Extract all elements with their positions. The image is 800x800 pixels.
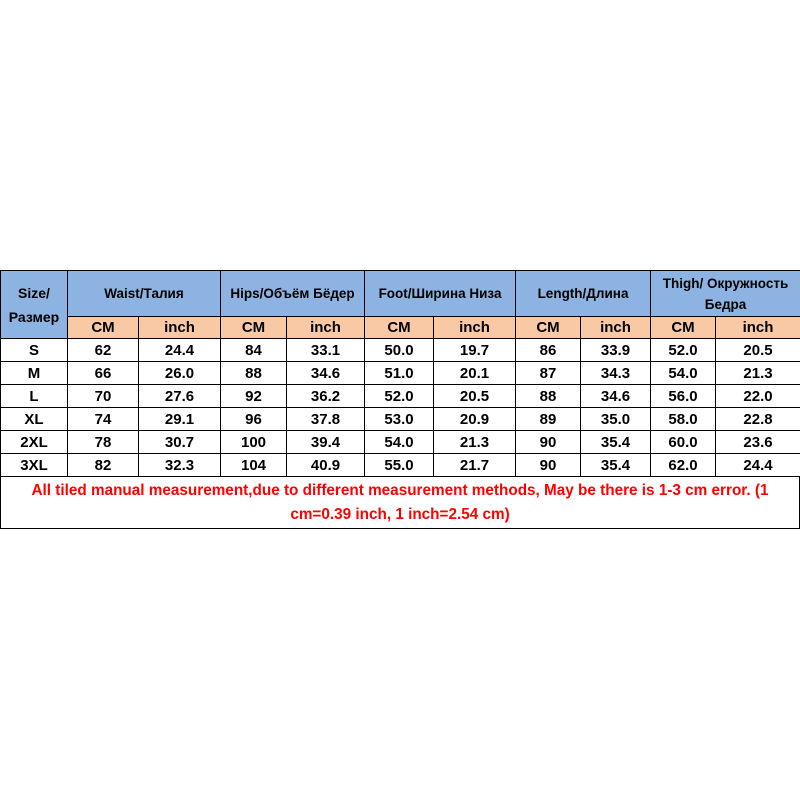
measurement-cell: 21.7 xyxy=(434,454,516,477)
unit-header-cell: inch xyxy=(287,317,365,339)
measurement-cell: 22.0 xyxy=(716,385,800,408)
measurement-cell: 104 xyxy=(221,454,287,477)
measurement-cell: 52.0 xyxy=(651,339,716,362)
measurement-cell: 60.0 xyxy=(651,431,716,454)
measurement-cell: 34.6 xyxy=(581,385,651,408)
measurement-cell: 39.4 xyxy=(287,431,365,454)
measurement-cell: 54.0 xyxy=(651,362,716,385)
measurement-note: All tiled manual measurement,due to different measurement methods, May be there is 1-3 cm error. (1 cm=0.39 inch, 1 inch=2.54 cm) xyxy=(0,477,800,529)
measurement-cell: 87 xyxy=(516,362,581,385)
measurement-cell: 34.6 xyxy=(287,362,365,385)
group-header-row xyxy=(1,271,800,317)
measurement-cell: 88 xyxy=(516,385,581,408)
measurement-cell: 92 xyxy=(221,385,287,408)
measurement-cell: 40.9 xyxy=(287,454,365,477)
measurement-cell: 34.3 xyxy=(581,362,651,385)
size-cell: M xyxy=(1,362,68,385)
size-rows xyxy=(1,339,800,477)
measurement-cell: 82 xyxy=(68,454,139,477)
measurement-cell: 30.7 xyxy=(139,431,221,454)
size-cell: 3XL xyxy=(1,454,68,477)
measurement-cell: 26.0 xyxy=(139,362,221,385)
measurement-cell: 50.0 xyxy=(365,339,434,362)
foot-header: Foot/Ширина Низа xyxy=(365,271,516,317)
measurement-cell: 78 xyxy=(68,431,139,454)
measurement-cell: 74 xyxy=(68,408,139,431)
measurement-cell: 90 xyxy=(516,454,581,477)
unit-header-cell: CM xyxy=(221,317,287,339)
measurement-cell: 53.0 xyxy=(365,408,434,431)
measurement-cell: 51.0 xyxy=(365,362,434,385)
measurement-cell: 62.0 xyxy=(651,454,716,477)
measurement-cell: 24.4 xyxy=(139,339,221,362)
unit-header-cell: inch xyxy=(716,317,800,339)
measurement-cell: 89 xyxy=(516,408,581,431)
unit-header-cell: CM xyxy=(365,317,434,339)
measurement-cell: 66 xyxy=(68,362,139,385)
unit-header-row xyxy=(1,317,800,339)
size-cell: XL xyxy=(1,408,68,431)
measurement-cell: 90 xyxy=(516,431,581,454)
size-table xyxy=(0,270,800,477)
thigh-header: Thigh/ Окружность Бедра xyxy=(651,271,800,317)
measurement-cell: 27.6 xyxy=(139,385,221,408)
measurement-cell: 62 xyxy=(68,339,139,362)
size-chart xyxy=(0,270,800,529)
measurement-cell: 21.3 xyxy=(434,431,516,454)
measurement-cell: 84 xyxy=(221,339,287,362)
measurement-cell: 36.2 xyxy=(287,385,365,408)
unit-header-cell: inch xyxy=(434,317,516,339)
measurement-cell: 70 xyxy=(68,385,139,408)
measurement-cell: 19.7 xyxy=(434,339,516,362)
measurement-cell: 20.9 xyxy=(434,408,516,431)
measurement-cell: 20.5 xyxy=(434,385,516,408)
size-cell: 2XL xyxy=(1,431,68,454)
unit-header-cell: CM xyxy=(68,317,139,339)
measurement-cell: 56.0 xyxy=(651,385,716,408)
table-row xyxy=(1,362,800,385)
size-cell: S xyxy=(1,339,68,362)
measurement-cell: 35.4 xyxy=(581,431,651,454)
measurement-cell: 55.0 xyxy=(365,454,434,477)
measurement-cell: 54.0 xyxy=(365,431,434,454)
table-row xyxy=(1,385,800,408)
measurement-cell: 32.3 xyxy=(139,454,221,477)
measurement-cell: 20.5 xyxy=(716,339,800,362)
hips-header: Hips/Объём Бёдер xyxy=(221,271,365,317)
measurement-cell: 22.8 xyxy=(716,408,800,431)
measurement-cell: 100 xyxy=(221,431,287,454)
unit-header-cell: CM xyxy=(651,317,716,339)
unit-header-cell: CM xyxy=(516,317,581,339)
unit-header-cell: inch xyxy=(581,317,651,339)
measurement-cell: 35.0 xyxy=(581,408,651,431)
measurement-cell: 35.4 xyxy=(581,454,651,477)
measurement-cell: 37.8 xyxy=(287,408,365,431)
waist-header: Waist/Талия xyxy=(68,271,221,317)
length-header: Length/Длина xyxy=(516,271,651,317)
measurement-cell: 24.4 xyxy=(716,454,800,477)
measurement-cell: 33.1 xyxy=(287,339,365,362)
measurement-cell: 33.9 xyxy=(581,339,651,362)
size-cell: L xyxy=(1,385,68,408)
measurement-cell: 21.3 xyxy=(716,362,800,385)
measurement-cell: 20.1 xyxy=(434,362,516,385)
table-row xyxy=(1,408,800,431)
measurement-cell: 29.1 xyxy=(139,408,221,431)
measurement-cell: 86 xyxy=(516,339,581,362)
measurement-cell: 88 xyxy=(221,362,287,385)
measurement-cell: 58.0 xyxy=(651,408,716,431)
table-row xyxy=(1,431,800,454)
unit-header-cell: inch xyxy=(139,317,221,339)
table-row xyxy=(1,339,800,362)
table-row xyxy=(1,454,800,477)
measurement-cell: 52.0 xyxy=(365,385,434,408)
measurement-cell: 23.6 xyxy=(716,431,800,454)
measurement-cell: 96 xyxy=(221,408,287,431)
size-header: Size/ Размер xyxy=(1,271,68,339)
